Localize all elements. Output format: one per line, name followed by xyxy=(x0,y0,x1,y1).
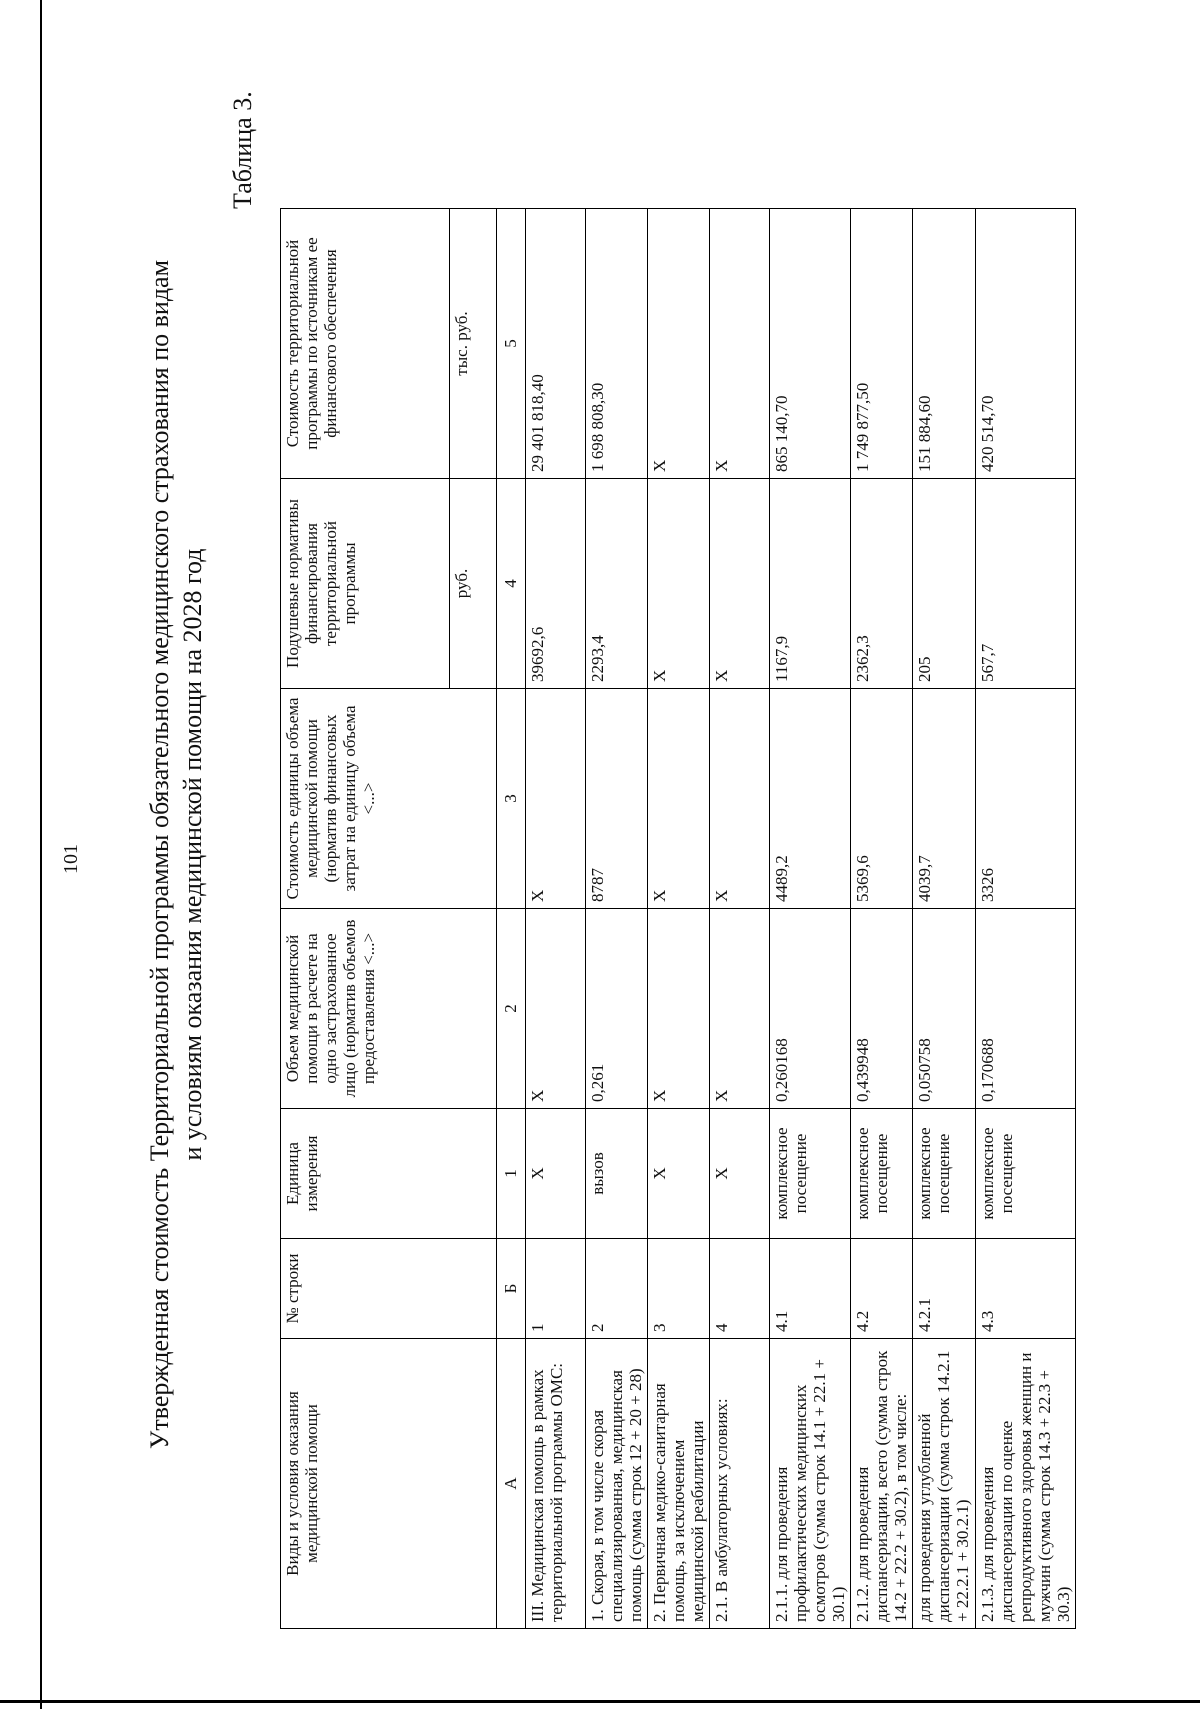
column-number: А xyxy=(497,1339,526,1629)
row-name: 2. Первичная медико-санитарная помощь, за исключением медицинской реабилитации xyxy=(648,1339,710,1629)
row-line-number: 2 xyxy=(586,1239,648,1339)
table-row xyxy=(913,209,975,1629)
unit-total-cost: тыс. руб. xyxy=(450,209,497,479)
header-total-cost: Стоимость территориальной программы по источникам ее финансового обеспечения xyxy=(281,209,450,479)
row-unit: Х xyxy=(710,1109,770,1239)
row-volume: Х xyxy=(526,909,586,1109)
row-per-capita: Х xyxy=(710,479,770,689)
row-unit-cost: 5369,6 xyxy=(851,689,913,909)
row-total-cost: 151 884,60 xyxy=(913,209,975,479)
header-per-capita: Подушевые нормативы финансирования территориальной программы xyxy=(281,479,450,689)
row-unit: комплексное посещение xyxy=(913,1109,975,1239)
row-total-cost: 865 140,70 xyxy=(770,209,851,479)
row-line-number: 4.3 xyxy=(975,1239,1075,1339)
column-number: 2 xyxy=(497,909,526,1109)
row-per-capita: 205 xyxy=(913,479,975,689)
column-number: Б xyxy=(497,1239,526,1339)
row-unit-cost: 3326 xyxy=(975,689,1075,909)
document-title-line-1: Утвержденная стоимость Территориальной программы обязательного медицинского страхования по видам xyxy=(145,259,174,1450)
row-name: 2.1.1. для проведения профилактических медицинских осмотров (сумма строк 14.1 + 22.1 + 30.1) xyxy=(770,1339,851,1629)
row-unit: Х xyxy=(526,1109,586,1239)
document-title-line-2: и условиям оказания медицинской помощи на 2028 год xyxy=(178,548,207,1161)
row-unit-cost: 4489,2 xyxy=(770,689,851,909)
table-row xyxy=(975,209,1075,1629)
row-unit-cost: 4039,7 xyxy=(913,689,975,909)
table-row xyxy=(851,209,913,1629)
row-name: 1. Скорая, в том числе скорая специализированная, медицинская помощь (сумма строк 12 + 20 + 28) xyxy=(586,1339,648,1629)
row-name: 2.1.2. для проведения диспансеризации, всего (сумма строк 14.2 + 22.2 + 30.2), в том числе: xyxy=(851,1339,913,1629)
row-volume: Х xyxy=(648,909,710,1109)
row-unit-cost: Х xyxy=(648,689,710,909)
row-total-cost: 420 514,70 xyxy=(975,209,1075,479)
row-volume: 0,260168 xyxy=(770,909,851,1109)
row-unit-cost: Х xyxy=(526,689,586,909)
row-name: для проведения углубленной диспансеризации (сумма строк 14.2.1 + 22.2.1 + 30.2.1) xyxy=(913,1339,975,1629)
header-unit: Единица измерения xyxy=(281,1109,497,1239)
column-number: 1 xyxy=(497,1109,526,1239)
row-per-capita: 2293,4 xyxy=(586,479,648,689)
header-care-type: Виды и условия оказания медицинской помощи xyxy=(281,1339,497,1629)
table-row xyxy=(586,209,648,1629)
row-line-number: 4.2.1 xyxy=(913,1239,975,1339)
table-label: Таблица 3. xyxy=(228,91,257,209)
row-volume: Х xyxy=(710,909,770,1109)
row-per-capita: 39692,6 xyxy=(526,479,586,689)
row-line-number: 1 xyxy=(526,1239,586,1339)
row-per-capita: 567,7 xyxy=(975,479,1075,689)
column-number: 5 xyxy=(497,209,526,479)
row-name: 2.1. В амбулаторных условиях: xyxy=(710,1339,770,1629)
table-row xyxy=(710,209,770,1629)
row-volume: 0,439948 xyxy=(851,909,913,1109)
page-number: 101 xyxy=(60,844,82,874)
row-per-capita: 2362,3 xyxy=(851,479,913,689)
header-volume: Объем медицинской помощи в расчете на одно застрахованное лицо (норматив объемов предоставления <...> xyxy=(281,909,497,1109)
row-unit-cost: 8787 xyxy=(586,689,648,909)
row-total-cost: 29 401 818,40 xyxy=(526,209,586,479)
row-name: 2.1.3. для проведения диспансеризации по оценке репродуктивного здоровья женщин и мужчин (сумма строк 14.3 + 22.3 + 30.3) xyxy=(975,1339,1075,1629)
row-total-cost: Х xyxy=(648,209,710,479)
header-line-number: № строки xyxy=(281,1239,497,1339)
table-row xyxy=(648,209,710,1629)
column-number: 3 xyxy=(497,689,526,909)
row-unit: комплексное посещение xyxy=(851,1109,913,1239)
row-total-cost: 1 749 877,50 xyxy=(851,209,913,479)
unit-per-capita: руб. xyxy=(450,479,497,689)
header-row xyxy=(281,209,450,1629)
row-per-capita: Х xyxy=(648,479,710,689)
row-unit: комплексное посещение xyxy=(770,1109,851,1239)
table-row xyxy=(770,209,851,1629)
column-number: 4 xyxy=(497,479,526,689)
row-total-cost: 1 698 808,30 xyxy=(586,209,648,479)
row-unit: комплексное посещение xyxy=(975,1109,1075,1239)
table-body xyxy=(526,209,1076,1629)
header-unit-cost: Стоимость единицы объема медицинской помощи (норматив финансовых затрат на единицу объема <...> xyxy=(281,689,497,909)
row-volume: 0,261 xyxy=(586,909,648,1109)
row-unit-cost: Х xyxy=(710,689,770,909)
row-per-capita: 1167,9 xyxy=(770,479,851,689)
row-total-cost: Х xyxy=(710,209,770,479)
row-line-number: 3 xyxy=(648,1239,710,1339)
row-line-number: 4.2 xyxy=(851,1239,913,1339)
column-number-row xyxy=(497,209,526,1629)
row-volume: 0,170688 xyxy=(975,909,1075,1109)
cost-table xyxy=(280,208,1076,1629)
table-row xyxy=(526,209,586,1629)
row-unit: вызов xyxy=(586,1109,648,1239)
row-line-number: 4 xyxy=(710,1239,770,1339)
row-unit: Х xyxy=(648,1109,710,1239)
row-volume: 0,050758 xyxy=(913,909,975,1109)
row-name: III. Медицинская помощь в рамках территориальной программы ОМС: xyxy=(526,1339,586,1629)
row-line-number: 4.1 xyxy=(770,1239,851,1339)
